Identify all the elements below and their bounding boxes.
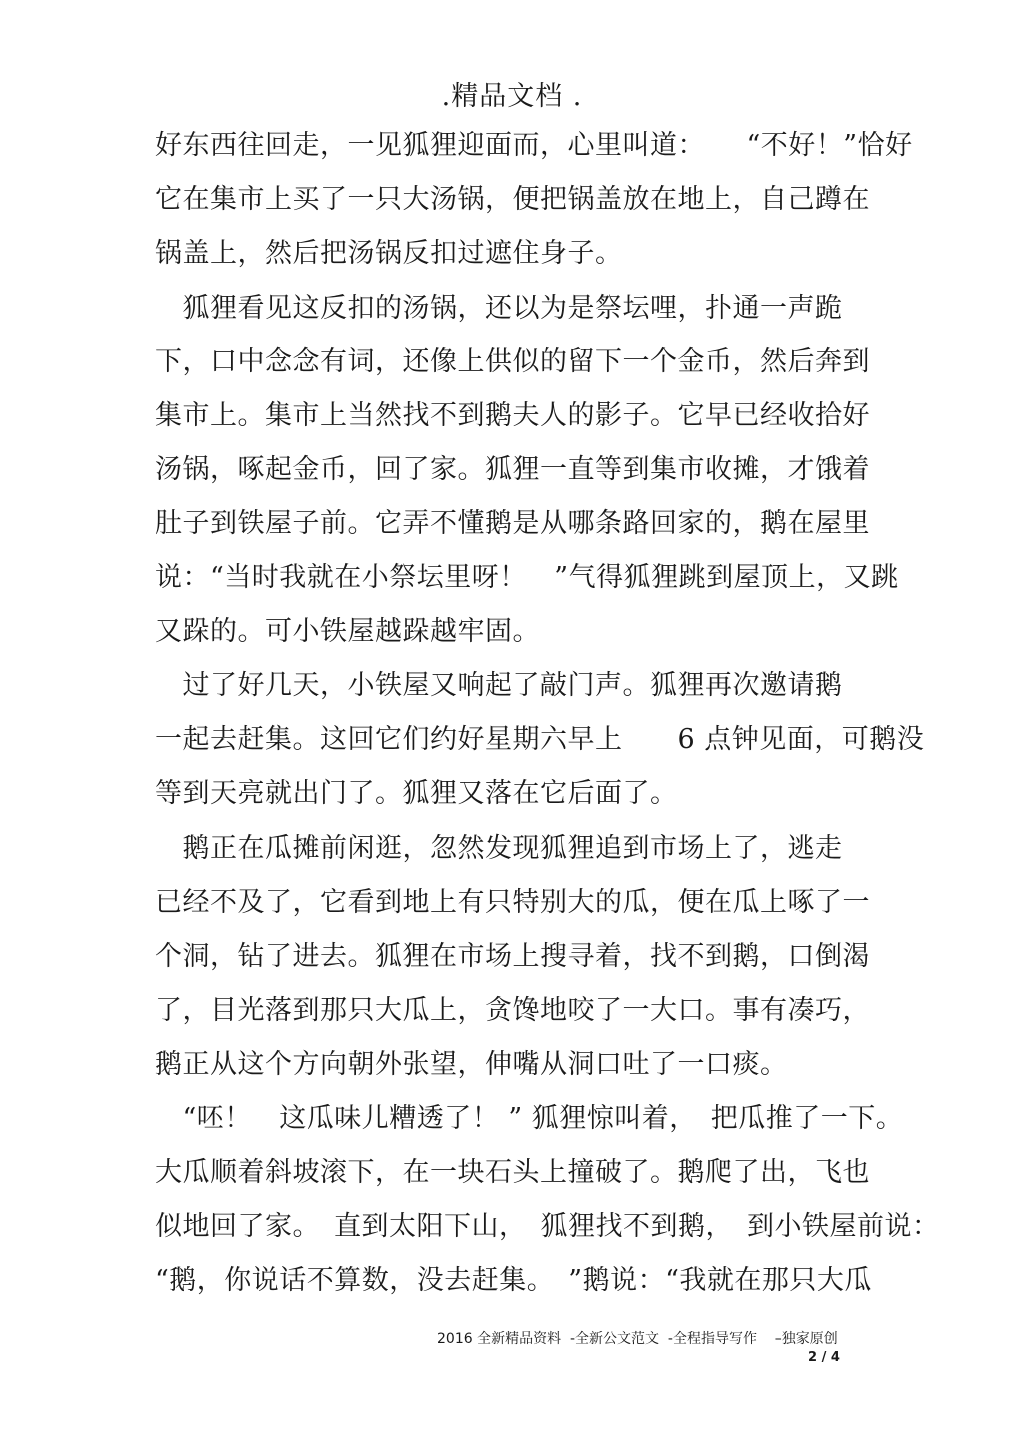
footer-text: 2016 全新精品资料 -全新公文范文 -全程指导写作 –独家原创: [437, 1331, 838, 1347]
text-line: 一起去赶集。这回它们约好星期六早上 6 点钟见面，可鹅没: [155, 724, 925, 755]
text-line: “鹅，你说话不算数，没去赶集。 ”鹅说：“我就在那只大瓜: [155, 1265, 872, 1296]
text-line: 肚子到铁屋子前。它弄不懂鹅是从哪条路回家的，鹅在屋里: [155, 508, 870, 539]
text-line: 又跺的。可小铁屋越跺越牢固。: [155, 616, 540, 647]
text-line: 集市上。集市上当然找不到鹅夫人的影子。它早已经收拾好: [155, 400, 870, 431]
page-number: 2 / 4: [808, 1350, 840, 1365]
text-line: 了，目光落到那只大瓜上，贪馋地咬了一大口。事有凑巧，: [155, 995, 870, 1026]
text-line: 已经不及了，它看到地上有只特别大的瓜，便在瓜上啄了一: [155, 887, 870, 918]
text-line: 似地回了家。 直到太阳下山， 狐狸找不到鹅， 到小铁屋前说：: [155, 1211, 940, 1242]
text-line: 鹅正从这个方向朝外张望，伸嘴从洞口吐了一口痰。: [155, 1049, 788, 1080]
text-line: 等到天亮就出门了。狐狸又落在它后面了。: [155, 778, 678, 809]
text-line: 说：“当时我就在小祭坛里呀！ ”气得狐狸跳到屋顶上，又跳: [155, 562, 899, 593]
text-line: 它在集市上买了一只大汤锅，便把锅盖放在地上，自己蹲在: [155, 184, 870, 215]
text-line: 汤锅，啄起金币，回了家。狐狸一直等到集市收摊，才饿着: [155, 454, 870, 485]
text-line: 大瓜顺着斜坡滚下，在一块石头上撞破了。鹅爬了出，飞也: [155, 1157, 870, 1188]
text-line: 狐狸看见这反扣的汤锅，还以为是祭坛哩，扑通一声跪: [155, 293, 843, 324]
page-header: .精品文档 .: [441, 81, 583, 112]
text-line: 个洞，钻了进去。狐狸在市场上搜寻着，找不到鹅，口倒渴: [155, 941, 870, 972]
text-line: 下，口中念念有词，还像上供似的留下一个金币，然后奔到: [155, 346, 870, 377]
text-line: 锅盖上，然后把汤锅反扣过遮住身子。: [155, 238, 623, 269]
text-line: 过了好几天，小铁屋又响起了敲门声。狐狸再次邀请鹅: [155, 670, 843, 701]
text-line: 好东西往回走，一见狐狸迎面而，心里叫道： “不好！”恰好: [155, 130, 913, 161]
text-line: “呸！ 这瓜味儿糟透了！ ” 狐狸惊叫着， 把瓜推了一下。: [155, 1103, 904, 1134]
text-line: 鹅正在瓜摊前闲逛，忽然发现狐狸追到市场上了，逃走: [155, 833, 843, 864]
